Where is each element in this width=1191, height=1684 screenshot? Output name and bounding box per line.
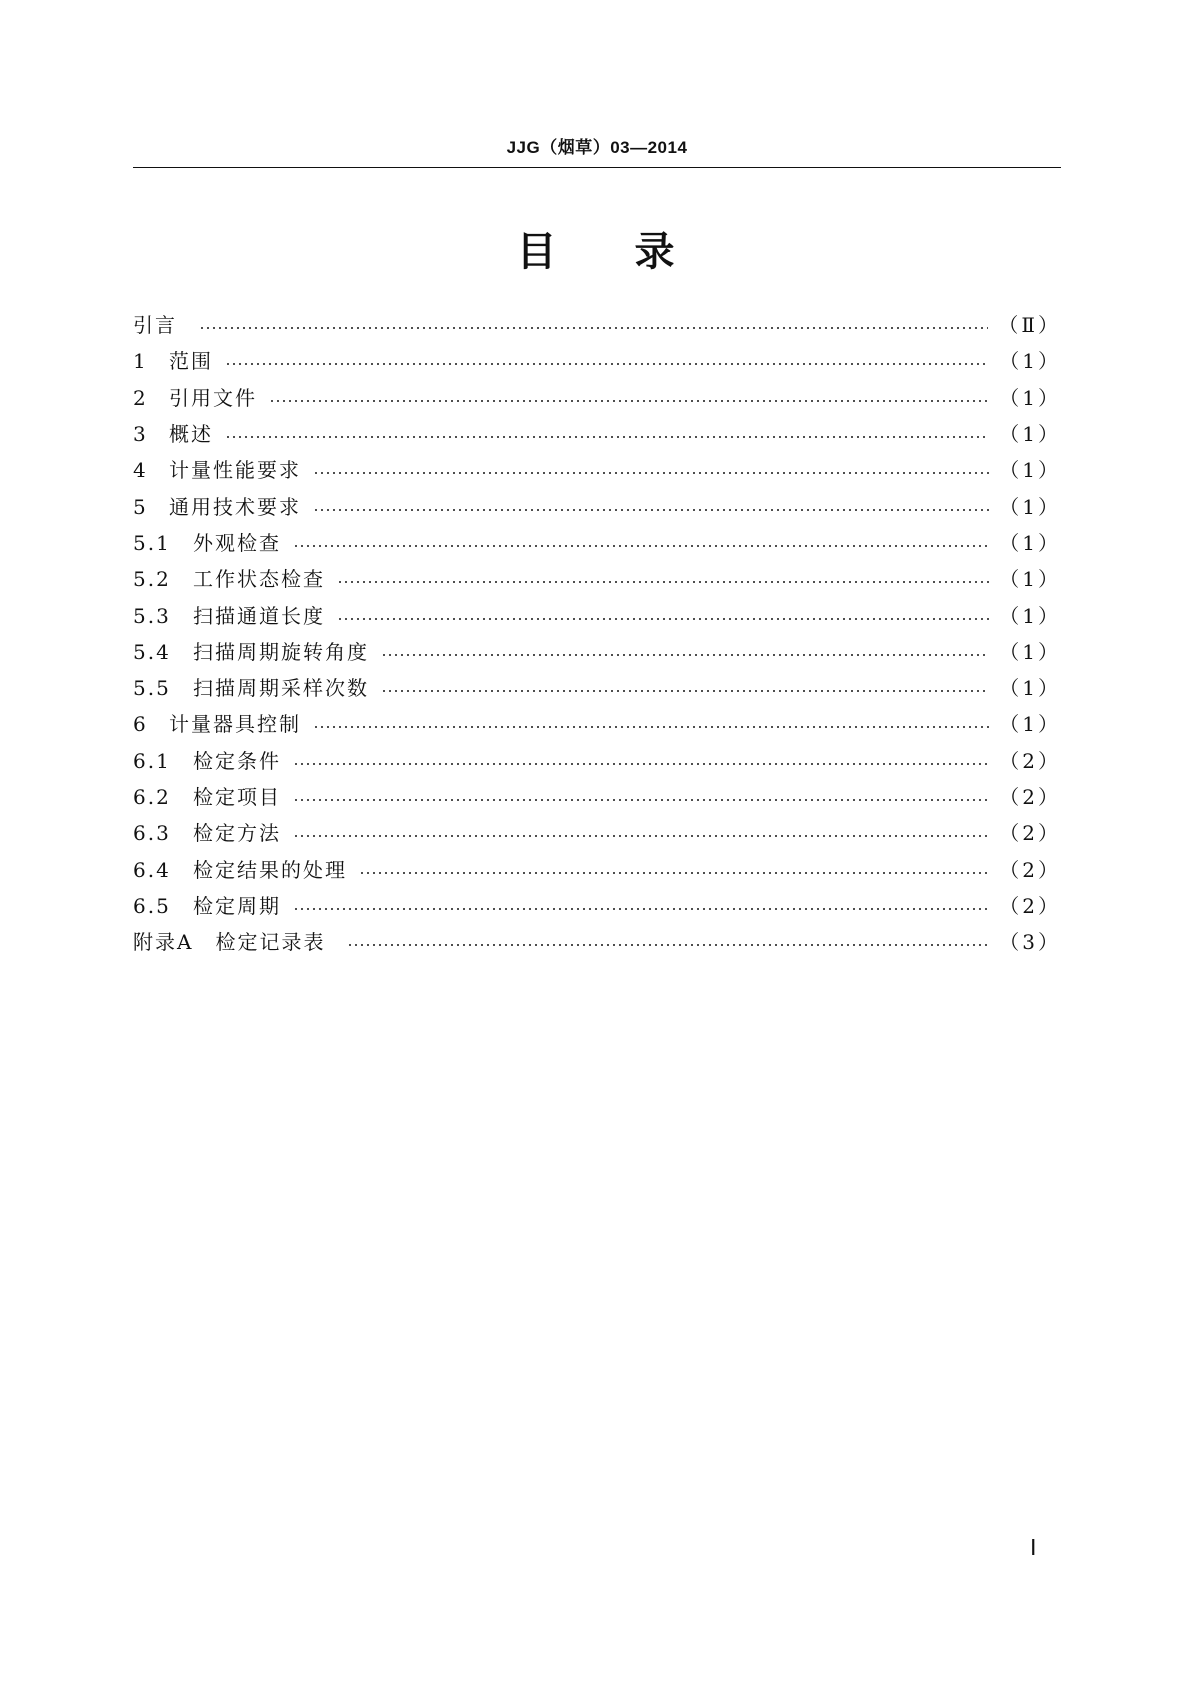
toc-entry-number: 6.4 [133,857,171,882]
toc-entry-number: 6.3 [133,821,171,846]
toc-entry-6-2[interactable] [133,779,1061,815]
toc-entry-2[interactable] [133,380,1061,416]
toc-dot-leader [293,763,989,765]
toc-dot-leader [293,908,989,910]
table-of-contents [133,307,1061,960]
toc-entry-6[interactable] [133,706,1061,742]
toc-dot-leader [293,799,989,801]
toc-entry-label: 通用技术要求 [169,494,301,519]
toc-entry-page: （1） [999,422,1061,447]
toc-dot-leader [337,581,989,583]
toc-entry-page: （1） [999,676,1061,701]
toc-entry-number: 6.1 [133,748,171,773]
toc-entry-1[interactable] [133,343,1061,379]
toc-entry-5-1[interactable] [133,525,1061,561]
toc-entry-number: 5.1 [133,530,171,555]
toc-entry-4[interactable] [133,452,1061,488]
toc-dot-leader [359,872,989,874]
page-title: 目录 [516,229,753,275]
toc-entry-page: （2） [999,821,1061,846]
toc-entry-5[interactable] [133,488,1061,524]
toc-entry-number: 5.2 [133,567,171,592]
toc-entry-label: 检定结果的处理 [193,857,347,882]
toc-entry-number: 6.5 [133,893,171,918]
toc-entry-3[interactable] [133,416,1061,452]
toc-entry-label: 范围 [169,349,213,374]
toc-dot-leader [293,545,989,547]
toc-entry-number: 附录A [133,930,194,955]
header-rule [133,167,1061,168]
toc-entry-label: 外观检查 [193,530,281,555]
toc-entry-number: 3 [133,422,148,447]
toc-entry-number: 5.3 [133,603,171,628]
toc-entry-label: 扫描周期采样次数 [193,676,369,701]
toc-dot-leader [269,400,989,402]
toc-dot-leader [225,363,989,365]
toc-entry-label: 检定方法 [193,821,281,846]
toc-dot-leader [313,509,989,511]
toc-entry-number: 4 [133,458,148,483]
toc-entry-page: （3） [999,930,1061,955]
toc-dot-leader [225,436,989,438]
toc-entry-number: 2 [133,385,148,410]
toc-entry-page: （1） [999,567,1061,592]
toc-dot-leader [337,618,989,620]
toc-entry-number: 6.2 [133,785,171,809]
toc-entry-6-5[interactable] [133,888,1061,924]
toc-entry-label: 扫描周期旋转角度 [193,639,369,664]
document-header-code: JJG（烟草）03—2014 [506,138,688,157]
toc-entry-number: 5.4 [133,639,171,664]
toc-entry-page: （1） [999,349,1061,374]
toc-entry-page: （1） [999,712,1061,737]
toc-entry-preface[interactable] [133,307,1061,343]
toc-dot-leader [293,835,989,837]
toc-entry-label: 计量器具控制 [169,712,301,737]
toc-entry-page: （2） [999,857,1061,882]
toc-dot-leader [313,726,989,728]
toc-entry-number: 6 [133,712,148,737]
toc-entry-page: （1） [999,458,1061,483]
toc-entry-number: 5 [133,494,148,519]
page-number: Ⅰ [1030,1535,1037,1560]
toc-entry-5-5[interactable] [133,670,1061,706]
toc-entry-page: （1） [999,385,1061,410]
toc-entry-number: 5.5 [133,676,171,701]
toc-entry-page: （1） [999,603,1061,628]
toc-entry-page: （2） [999,785,1061,809]
toc-entry-label: 检定周期 [193,893,281,918]
toc-dot-leader [381,654,989,656]
toc-entry-label: 引言 [133,313,177,338]
toc-dot-leader [199,327,988,329]
toc-entry-6-3[interactable] [133,815,1061,851]
toc-entry-page: （2） [999,893,1061,918]
toc-entry-page: （Ⅱ） [998,313,1061,338]
toc-entry-appendix-a[interactable] [133,924,1061,960]
toc-entry-page: （1） [999,639,1061,664]
toc-dot-leader [347,944,989,946]
toc-entry-label: 扫描通道长度 [193,603,325,628]
toc-entry-number: 1 [133,349,148,374]
toc-entry-label: 概述 [169,422,213,447]
toc-entry-label: 计量性能要求 [169,458,301,483]
toc-entry-label: 检定项目 [193,785,281,809]
toc-entry-page: （1） [999,530,1061,555]
toc-entry-5-3[interactable] [133,597,1061,633]
toc-entry-6-1[interactable] [133,743,1061,779]
toc-entry-page: （2） [999,748,1061,773]
toc-dot-leader [313,472,989,474]
toc-entry-label: 工作状态检查 [193,567,325,592]
toc-entry-page: （1） [999,494,1061,519]
toc-entry-5-4[interactable] [133,634,1061,670]
toc-entry-6-4[interactable] [133,851,1061,887]
toc-entry-label: 引用文件 [169,385,257,410]
toc-entry-label: 检定记录表 [215,930,326,955]
toc-entry-label: 检定条件 [193,748,281,773]
toc-dot-leader [381,690,989,692]
toc-entry-5-2[interactable] [133,561,1061,597]
